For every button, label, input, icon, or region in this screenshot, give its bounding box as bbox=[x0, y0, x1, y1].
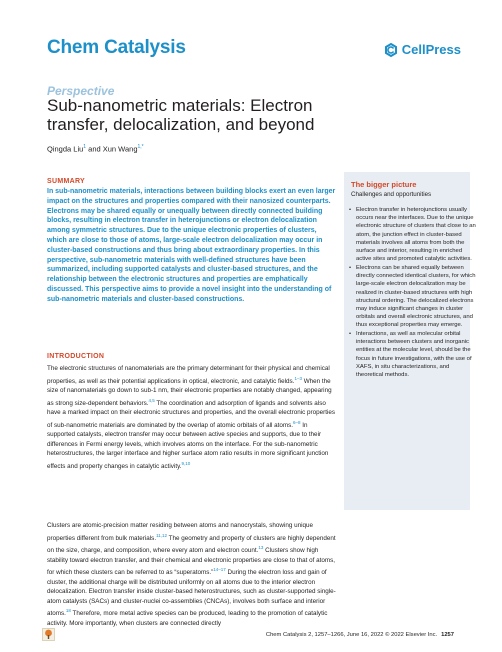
body-paragraph bbox=[47, 364, 337, 471]
citation-reference[interactable]: 13 bbox=[258, 545, 264, 551]
sidebar-subtitle: Challenges and opportunities bbox=[351, 191, 432, 198]
citation-line: Chem Catalysis 2, 1257–1266, June 16, 2022 © 2022 Elsevier Inc. bbox=[265, 632, 438, 638]
author-name[interactable]: Qingda Liu bbox=[47, 144, 84, 154]
paragraph-text: The geometry and property of clusters are highly dependent on the size, charge, and composition, where every atom and electron count. bbox=[47, 534, 336, 555]
citation-reference[interactable]: 6–8 bbox=[293, 419, 301, 425]
sidebar-bullet-item: • Electron transfer in heterojunctions usually occurs near the interfaces. Due to the unique electronic structure of clusters that close to an atom, the junction effect in cluster-based materials involves all atoms from both the surface and interior, resulting in enriched active sites and promoted catalytic activities. bbox=[356, 206, 478, 263]
paragraph-text: When the size of nanomaterials go down to sub-1 nm, their electronic properties are notably changed, appearing as strong size-dependent behaviors. bbox=[47, 377, 332, 407]
summary-heading: SUMMARY bbox=[47, 178, 86, 185]
summary-text: In sub-nanometric materials, interactions between building blocks exert an even larger impact on the structures and properties compared with their nanosized counterparts. Electrons may be shared equally or unequally between directly connected building blocks, resulting in electron transfer in heterojunctions or electron delocalization among symmetric structures. Due to the unique electronic properties of clusters, which are close to those of atoms, large-scale electron delocalization may occur in cluster-based constructions and thus bring about extraordinary properties. In this perspective, sub-nanometric materials with well-defined structures have been summarized, including supported catalysts and cluster-based structures, and the relationship between the electronic structures and properties are emphatically discussed. This perspective aims to provide a novel insight into the understanding of sub-nanometric materials and cluster-based constructions. bbox=[47, 188, 336, 303]
author-name[interactable]: Xun Wang bbox=[102, 144, 138, 154]
citation-reference[interactable]: 11,12 bbox=[156, 532, 168, 538]
introduction-heading: INTRODUCTION bbox=[47, 353, 105, 360]
author-joiner: and bbox=[86, 144, 103, 154]
citation-reference[interactable]: 18 bbox=[65, 608, 71, 614]
sidebar-bullet-item: • Interactions, as well as molecular orbital interactions between clusters and inorganic entities at the molecular level, should be the focus in future investigations, with the use of XAFS, in situ characterizations, and theoretical methods. bbox=[356, 330, 478, 379]
paragraph-text: The coordination and adsorption of ligands and solvents also have a marked impact on their electronic structures and properties, and the overall electronic properties of sub-nanometric materials are dominated by the overlap of atomic orbitals of all atoms. bbox=[47, 399, 336, 429]
paragraph-text: Clusters are atomic-precision matter residing between atoms and nanocrystals, showing unique properties different from bulk materials. bbox=[47, 522, 314, 542]
citation-reference[interactable]: 4,5 bbox=[148, 397, 155, 403]
paragraph-text: In supported catalysts, electron transfer may occur between active species and supports, due to their differences in Fermi energy levels, which involves atoms on the interface. For the sub-nanometric heterostructures, the larger interface and higher surface atom ratio results in more significant junction effects and property changes in catalytic activity. bbox=[47, 421, 329, 470]
sidebar-bullet-list bbox=[343, 206, 478, 380]
journal-title: Chem Catalysis bbox=[47, 37, 186, 58]
paragraph-text: Therefore, more metal active species can be produced, leading to the promotion of catalytic activity. More importantly, when clusters are connected directly bbox=[47, 610, 328, 627]
publisher-logo[interactable] bbox=[384, 42, 461, 57]
sidebar-bullet-item: • Electrons can be shared equally between directly connected identical clusters, for which large-scale electron delocalization may be realized in cluster-based structures with high structural ordering. The delocalized electrons may induce significant changes in cluster orbitals and overall electronic structures, and thus exceptional properties may emerge. bbox=[356, 264, 478, 330]
citation-reference[interactable]: 1–3 bbox=[294, 375, 302, 381]
affiliation-marker[interactable]: 1,* bbox=[137, 144, 144, 150]
paragraph-text: Clusters show high stability toward electron transfer, and their chemical and electronic properties are close to that of atoms, for which these clusters can be referred to as “superatoms.” bbox=[47, 547, 336, 577]
page-footer bbox=[266, 632, 454, 638]
author-list bbox=[47, 144, 144, 154]
paragraph-text: The electronic structures of nanomaterials are the primary determinant for their physical and chemical properties, as well as their potential applications in optical, electronic, and catalytic fields. bbox=[47, 365, 330, 385]
affiliation-marker[interactable]: 1 bbox=[83, 144, 87, 150]
cellpress-icon bbox=[384, 43, 398, 57]
elsevier-tree-icon bbox=[42, 628, 55, 641]
body-paragraph bbox=[47, 521, 337, 628]
citation-reference[interactable]: 14–17 bbox=[213, 567, 226, 573]
sidebar-title: The bigger picture bbox=[351, 180, 417, 189]
article-type-label: Perspective bbox=[47, 84, 115, 98]
article-title: Sub-nanometric materials: Electron transfer, delocalization, and beyond bbox=[47, 96, 315, 134]
citation-reference[interactable]: 9,10 bbox=[181, 460, 191, 466]
publisher-name: CellPress bbox=[401, 42, 461, 57]
page-number: 1257 bbox=[441, 632, 454, 638]
paragraph-text: During the electron loss and gain of cluster, the additional charge will be distributed uniformly on all atoms due to the interior electron delocalization. Electron transfer inside cluster-based heterostructures, such as cluster-supported single-atom catalysts (SACs) and cluster-nuclei co-assemblies (CNCAs), involves both surface and interior atoms. bbox=[47, 569, 336, 618]
